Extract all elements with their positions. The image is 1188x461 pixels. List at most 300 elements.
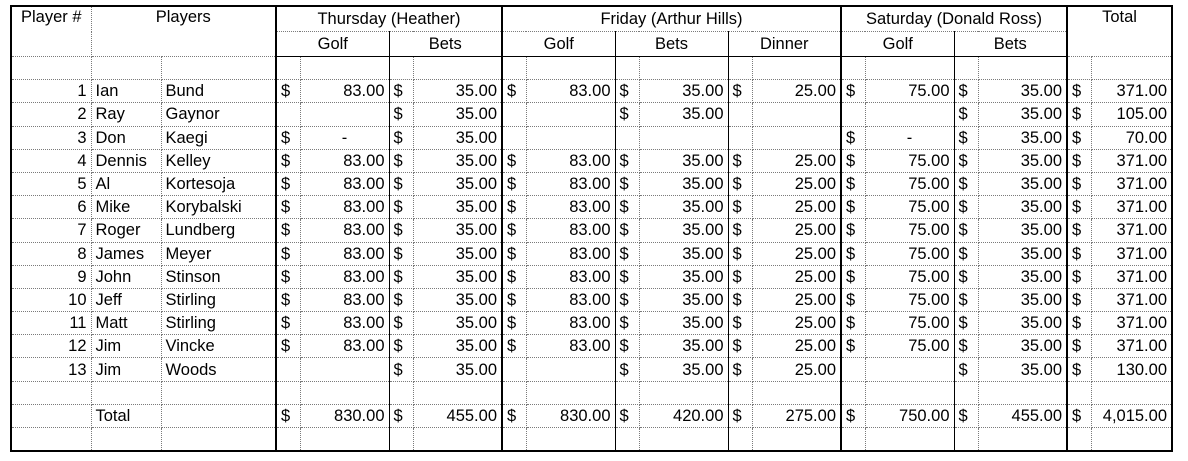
currency-symbol: $ [954,149,978,172]
player-first-name: John [91,265,161,288]
fri-bets-value: 35.00 [639,149,728,172]
thu-golf-value: 83.00 [300,149,389,172]
thu-golf-value: 83.00 [300,312,389,335]
golf-trip-spreadsheet [10,5,1173,452]
total-value: 371.00 [1091,80,1172,103]
fri-golf-value: 83.00 [526,80,615,103]
total-value: 371.00 [1091,312,1172,335]
blank-cell [841,428,865,452]
player-last-name: Stirling [161,312,276,335]
currency-symbol: $ [954,196,978,219]
sat-bets-value: 35.00 [978,265,1067,288]
players-header: Players [91,6,276,57]
player-first-name: Mike [91,196,161,219]
sat-bets-value: 35.00 [978,149,1067,172]
currency-symbol: $ [1067,149,1091,172]
player-number: 2 [11,103,91,126]
blank-row [11,381,1172,404]
blank-cell [413,57,502,80]
blank-cell [413,428,502,452]
saturday-golf-header: Golf [841,32,954,57]
total-value: 371.00 [1091,149,1172,172]
currency-symbol: $ [954,265,978,288]
sat-golf-value: 75.00 [865,172,954,195]
currency-symbol: $ [276,196,300,219]
currency-symbol [841,358,865,381]
blank-cell [276,57,300,80]
table-row [11,265,1172,288]
currency-symbol: $ [841,126,865,149]
friday-header: Friday (Arthur Hills) [502,6,841,32]
fri-golf-value: 83.00 [526,149,615,172]
currency-symbol: $ [615,358,639,381]
fri-dinner-value: 25.00 [752,172,841,195]
totals-label: Total [91,404,161,427]
fri-dinner-value: 25.00 [752,80,841,103]
currency-symbol: $ [502,288,526,311]
currency-symbol: $ [1067,312,1091,335]
currency-symbol: $ [728,172,752,195]
player-first-name: Ray [91,103,161,126]
fri-dinner-value: 25.00 [752,242,841,265]
fri-golf-value [526,103,615,126]
currency-symbol: $ [1067,196,1091,219]
fri-dinner-value: 25.00 [752,265,841,288]
fri-golf-value: 83.00 [526,288,615,311]
fri-bets-value: 35.00 [639,172,728,195]
blank-cell [865,428,954,452]
thu-golf-value [300,103,389,126]
blank-cell [1067,57,1091,80]
currency-symbol: $ [502,404,526,427]
total-value: 70.00 [1091,126,1172,149]
blank-cell [752,428,841,452]
currency-symbol: $ [389,219,413,242]
player-first-name: James [91,242,161,265]
currency-symbol: $ [389,312,413,335]
currency-symbol: $ [615,196,639,219]
currency-symbol: $ [841,196,865,219]
fri-dinner-value: 25.00 [752,219,841,242]
currency-symbol: $ [389,404,413,427]
total-value: 371.00 [1091,265,1172,288]
currency-symbol: $ [841,335,865,358]
player-number: 6 [11,196,91,219]
thu-golf-value: 83.00 [300,172,389,195]
currency-symbol: $ [954,312,978,335]
currency-symbol: $ [841,80,865,103]
sat-golf-value: 75.00 [865,312,954,335]
total-sat-golf-value: 750.00 [865,404,954,427]
blank-cell [161,57,276,80]
currency-symbol: $ [954,172,978,195]
thu-golf-value: 83.00 [300,196,389,219]
blank-cell [639,57,728,80]
table-row [11,219,1172,242]
sat-bets-value: 35.00 [978,288,1067,311]
thursday-golf-header: Golf [276,32,389,57]
currency-symbol: $ [615,288,639,311]
currency-symbol: $ [1067,288,1091,311]
thursday-bets-header: Bets [389,32,502,57]
total-value: 371.00 [1091,196,1172,219]
table-row [11,358,1172,381]
currency-symbol: $ [615,265,639,288]
currency-symbol: $ [728,358,752,381]
blank-cell [91,57,161,80]
total-sat-bets-value: 455.00 [978,404,1067,427]
player-last-name: Kortesoja [161,172,276,195]
sat-golf-value [865,358,954,381]
thu-bets-value: 35.00 [413,103,502,126]
fri-golf-value: 83.00 [526,172,615,195]
sat-golf-value: 75.00 [865,288,954,311]
currency-symbol: $ [1067,103,1091,126]
blank-cell [615,428,639,452]
currency-symbol: $ [389,172,413,195]
currency-symbol: $ [276,288,300,311]
player-last-name: Vincke [161,335,276,358]
table-row [11,126,1172,149]
total-header: Total [1067,6,1172,57]
currency-symbol: $ [502,149,526,172]
blank-cell [954,57,978,80]
blank-cell [841,57,865,80]
currency-symbol: $ [954,358,978,381]
currency-symbol: $ [954,242,978,265]
blank-cell [502,381,526,404]
total-fri-golf-value: 830.00 [526,404,615,427]
blank-row [11,428,1172,452]
thu-bets-value: 35.00 [413,196,502,219]
currency-symbol: $ [954,404,978,427]
blank-cell [728,57,752,80]
table-row [11,172,1172,195]
thu-golf-value: 83.00 [300,80,389,103]
blank-cell [865,57,954,80]
table-row [11,103,1172,126]
thu-bets-value: 35.00 [413,288,502,311]
thu-bets-value: 35.00 [413,126,502,149]
currency-symbol [502,358,526,381]
table-row [11,288,1172,311]
fri-dinner-value: 25.00 [752,358,841,381]
thu-bets-value: 35.00 [413,219,502,242]
player-last-name: Stinson [161,265,276,288]
fri-bets-value: 35.00 [639,358,728,381]
blank-cell [728,381,752,404]
fri-golf-value: 83.00 [526,335,615,358]
currency-symbol: $ [728,404,752,427]
thu-bets-value: 35.00 [413,265,502,288]
currency-symbol [841,103,865,126]
thu-golf-value: - [300,126,389,149]
player-first-name: Jeff [91,288,161,311]
sat-golf-value: 75.00 [865,80,954,103]
table-row [11,312,1172,335]
currency-symbol: $ [276,404,300,427]
sat-bets-value: 35.00 [978,172,1067,195]
currency-symbol: $ [502,172,526,195]
currency-symbol: $ [615,242,639,265]
table-row [11,242,1172,265]
thu-bets-value: 35.00 [413,80,502,103]
sat-golf-value: - [865,126,954,149]
player-number: 7 [11,219,91,242]
fri-dinner-value [752,103,841,126]
thu-bets-value: 35.00 [413,358,502,381]
total-value: 130.00 [1091,358,1172,381]
blank-cell [276,381,300,404]
player-first-name: Dennis [91,149,161,172]
currency-symbol: $ [502,242,526,265]
fri-bets-value: 35.00 [639,80,728,103]
player-number-header: Player # [11,6,91,57]
sat-golf-value: 75.00 [865,219,954,242]
currency-symbol: $ [954,219,978,242]
currency-symbol: $ [1067,404,1091,427]
friday-dinner-header: Dinner [728,32,841,57]
currency-symbol [502,103,526,126]
player-number: 4 [11,149,91,172]
totals-row [11,404,1172,427]
blank-cell [389,428,413,452]
currency-symbol: $ [276,312,300,335]
currency-symbol: $ [502,219,526,242]
currency-symbol: $ [502,80,526,103]
currency-symbol: $ [389,242,413,265]
blank-cell [161,428,276,452]
currency-symbol: $ [954,80,978,103]
thu-golf-value: 83.00 [300,219,389,242]
thursday-header: Thursday (Heather) [276,6,502,32]
total-thu-bets-value: 455.00 [413,404,502,427]
blank-cell [526,381,615,404]
total-value: 371.00 [1091,172,1172,195]
sat-bets-value: 35.00 [978,335,1067,358]
sat-bets-value: 35.00 [978,126,1067,149]
blank-cell [954,428,978,452]
thu-golf-value: 83.00 [300,265,389,288]
sat-golf-value: 75.00 [865,335,954,358]
total-fri-dinner-value: 275.00 [752,404,841,427]
player-first-name: Jim [91,335,161,358]
currency-symbol: $ [502,196,526,219]
sat-golf-value: 75.00 [865,265,954,288]
thu-bets-value: 35.00 [413,242,502,265]
currency-symbol: $ [841,172,865,195]
currency-symbol: $ [615,335,639,358]
blank-cell [615,381,639,404]
blank-cell [161,404,276,427]
sat-golf-value [865,103,954,126]
total-value: 371.00 [1091,288,1172,311]
currency-symbol: $ [728,288,752,311]
player-number: 13 [11,358,91,381]
currency-symbol: $ [1067,126,1091,149]
sat-bets-value: 35.00 [978,312,1067,335]
fri-bets-value: 35.00 [639,103,728,126]
currency-symbol: $ [276,80,300,103]
blank-cell [639,428,728,452]
player-number: 11 [11,312,91,335]
currency-symbol [728,103,752,126]
currency-symbol: $ [615,149,639,172]
currency-symbol: $ [954,126,978,149]
blank-cell [978,381,1067,404]
total-value: 371.00 [1091,219,1172,242]
blank-cell [11,428,91,452]
blank-cell [865,381,954,404]
blank-cell [954,381,978,404]
currency-symbol: $ [389,196,413,219]
currency-symbol: $ [615,219,639,242]
blank-cell [752,381,841,404]
thu-golf-value: 83.00 [300,242,389,265]
sat-golf-value: 75.00 [865,196,954,219]
fri-golf-value: 83.00 [526,196,615,219]
fri-bets-value: 35.00 [639,196,728,219]
blank-cell [91,428,161,452]
currency-symbol: $ [389,358,413,381]
friday-bets-header: Bets [615,32,728,57]
fri-dinner-value: 25.00 [752,335,841,358]
blank-cell [389,57,413,80]
currency-symbol: $ [276,172,300,195]
currency-symbol: $ [728,80,752,103]
currency-symbol [276,103,300,126]
fri-bets-value: 35.00 [639,312,728,335]
player-first-name: Al [91,172,161,195]
blank-cell [91,381,161,404]
total-total-value: 4,015.00 [1091,404,1172,427]
player-number: 12 [11,335,91,358]
blank-cell [1067,428,1091,452]
total-value: 105.00 [1091,103,1172,126]
currency-symbol: $ [389,126,413,149]
blank-cell [300,428,389,452]
currency-symbol: $ [389,265,413,288]
blank-cell [161,381,276,404]
currency-symbol: $ [502,312,526,335]
thu-golf-value [300,358,389,381]
fri-dinner-value: 25.00 [752,149,841,172]
saturday-header: Saturday (Donald Ross) [841,6,1067,32]
blank-cell [639,381,728,404]
blank-cell [413,381,502,404]
currency-symbol: $ [1067,335,1091,358]
player-last-name: Bund [161,80,276,103]
currency-symbol [502,126,526,149]
blank-cell [1067,381,1091,404]
sat-bets-value: 35.00 [978,196,1067,219]
player-first-name: Don [91,126,161,149]
thu-bets-value: 35.00 [413,172,502,195]
fri-bets-value [639,126,728,149]
currency-symbol [276,358,300,381]
player-number: 8 [11,242,91,265]
player-first-name: Matt [91,312,161,335]
player-last-name: Lundberg [161,219,276,242]
player-last-name: Meyer [161,242,276,265]
blank-cell [526,57,615,80]
table-body [11,57,1172,452]
currency-symbol: $ [1067,265,1091,288]
currency-symbol: $ [728,335,752,358]
currency-symbol: $ [276,265,300,288]
total-fri-bets-value: 420.00 [639,404,728,427]
player-number: 3 [11,126,91,149]
fri-dinner-value: 25.00 [752,312,841,335]
fri-golf-value [526,126,615,149]
currency-symbol [615,126,639,149]
currency-symbol: $ [389,149,413,172]
fri-bets-value: 35.00 [639,288,728,311]
sat-bets-value: 35.00 [978,242,1067,265]
player-number: 1 [11,80,91,103]
player-number: 9 [11,265,91,288]
blank-cell [300,57,389,80]
blank-cell [1091,428,1172,452]
player-last-name: Korybalski [161,196,276,219]
currency-symbol: $ [276,242,300,265]
currency-symbol: $ [276,149,300,172]
sat-bets-value: 35.00 [978,219,1067,242]
total-value: 371.00 [1091,242,1172,265]
currency-symbol: $ [615,404,639,427]
fri-golf-value: 83.00 [526,312,615,335]
blank-cell [11,404,91,427]
blank-cell [502,428,526,452]
player-first-name: Roger [91,219,161,242]
sat-bets-value: 35.00 [978,358,1067,381]
table-row [11,335,1172,358]
blank-cell [978,428,1067,452]
currency-symbol: $ [841,242,865,265]
currency-symbol: $ [841,219,865,242]
thu-bets-value: 35.00 [413,335,502,358]
blank-cell [1091,381,1172,404]
currency-symbol: $ [1067,219,1091,242]
blank-cell [615,57,639,80]
currency-symbol: $ [728,149,752,172]
currency-symbol: $ [389,80,413,103]
currency-symbol: $ [728,312,752,335]
currency-symbol: $ [1067,242,1091,265]
currency-symbol: $ [728,265,752,288]
currency-symbol: $ [615,103,639,126]
currency-symbol: $ [276,219,300,242]
saturday-bets-header: Bets [954,32,1067,57]
currency-symbol: $ [615,172,639,195]
thu-bets-value: 35.00 [413,149,502,172]
currency-symbol: $ [615,80,639,103]
friday-golf-header: Golf [502,32,615,57]
player-number: 5 [11,172,91,195]
table-row [11,196,1172,219]
currency-symbol: $ [954,335,978,358]
player-number: 10 [11,288,91,311]
fri-bets-value: 35.00 [639,242,728,265]
total-thu-golf-value: 830.00 [300,404,389,427]
currency-symbol: $ [841,404,865,427]
blank-cell [752,57,841,80]
blank-row [11,57,1172,80]
player-last-name: Kaegi [161,126,276,149]
player-first-name: Ian [91,80,161,103]
currency-symbol: $ [1067,172,1091,195]
blank-cell [526,428,615,452]
